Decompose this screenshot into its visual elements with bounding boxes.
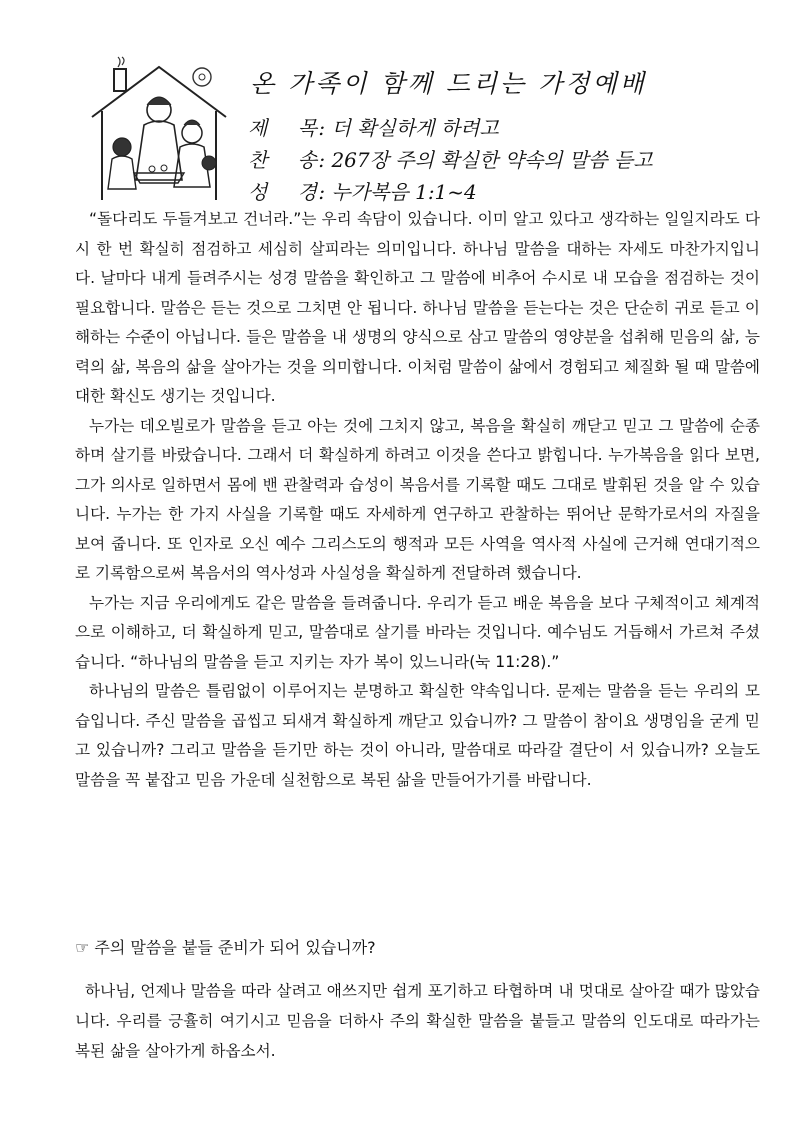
paragraph-2: 누가는 데오빌로가 말씀을 듣고 아는 것에 그치지 않고, 복음을 확실히 깨닫고 믿고 그 말씀에 순종하며 살기를 바랐습니다. 그래서 더 확실하게 하려고 이것을 쓴다고 밝힙니다. 누가복음을 읽다 보면, 그가 의사로 일하면서 몸에 밴 관찰력과 습성이 복음서를 기록할 때도 그대로 발휘된 것을 알 수 있습니다. 누가는 한 가지 사실을 기록할 때도 자세하게 연구하고 관찰하는 뛰어난 문학가로서의 자질을 보여 줍니다. 또 인자로 오신 예수 그리스도의 행적과 모든 사역을 역사적 사실에 근거해 연대기적으로 기록함으로써 복음서의 역사성과 사실성을 확실하게 전달하려 했습니다. <box>75 416 760 582</box>
subject-label: 제 목 <box>248 116 329 140</box>
paragraph-3: 누가는 지금 우리에게도 같은 말씀을 들려줍니다. 우리가 듣고 배운 복음을 보다 구체적이고 체계적으로 이해하고, 더 확실하게 믿고, 말씀대로 살기를 바라는 것입니다. 예수님도 거듭해서 가르쳐 주셨습니다. “하나님의 말씀을 듣고 지키는 자가 복이 있느니라(눅 11:28).” <box>75 593 760 671</box>
scripture-line <box>248 176 477 205</box>
reflection-question: ☞ 주의 말씀을 붙들 준비가 되어 있습니까? <box>75 938 376 957</box>
scripture-value: : 누가복음 1:1~4 <box>318 180 477 204</box>
hymn-value: : 267장 주의 확실한 약속의 말씀 듣고 <box>318 148 653 172</box>
hymn-label: 찬 송 <box>248 148 329 172</box>
hymn-line <box>248 144 653 173</box>
paragraph-1: “돌다리도 두들겨보고 건너라.”는 우리 속담이 있습니다. 이미 알고 있다고 생각하는 일일지라도 다시 한 번 확실히 점검하고 세심히 살피라는 의미입니다. 하나님 말씀을 대하는 자세도 마찬가지입니다. 날마다 내게 들려주시는 성경 말씀을 확인하고 그 말씀에 비추어 수시로 내 모습을 점검하는 것이 필요합니다. 말씀은 듣는 것으로 그치면 안 됩니다. 하나님 말씀을 듣는다는 것은 단순히 귀로 듣고 이해하는 수준이 아닙니다. 들은 말씀을 내 생명의 양식으로 삼고 말씀의 영양분을 섭취해 믿음의 삶, 능력의 삶, 복음의 삶을 살아가는 것을 의미합니다. 이처럼 말씀이 삶에서 경험되고 체질화 될 때 말씀에 대한 확신도 생기는 것입니다. <box>75 210 760 405</box>
page-title: 온 가족이 함께 드리는 가정예배 <box>250 69 647 98</box>
family-house-illustration-icon <box>84 55 234 205</box>
sermon-body <box>75 205 760 795</box>
paragraph-4: 하나님의 말씀은 틀림없이 이루어지는 분명하고 확실한 약속입니다. 문제는 말씀을 듣는 우리의 모습입니다. 주신 말씀을 곱씹고 되새겨 확실하게 깨닫고 있습니까? 그 말씀이 참이요 생명임을 굳게 믿고 있습니까? 그리고 말씀을 듣기만 하는 것이 아니라, 말씀대로 따라갈 결단이 서 있습니까? 오늘도 말씀을 꼭 붙잡고 믿음 가운데 실천함으로 복된 삶을 만들어가기를 바랍니다. <box>75 682 760 789</box>
subject-line <box>248 112 499 141</box>
closing-prayer: 하나님, 언제나 말씀을 따라 살려고 애쓰지만 쉽게 포기하고 타협하며 내 멋대로 살아갈 때가 많았습니다. 우리를 긍휼히 여기시고 믿음을 더하사 주의 확실한 말씀을 붙들고 말씀의 인도대로 따라가는 복된 삶을 살아가게 하옵소서. <box>75 982 760 1060</box>
scripture-label: 성 경 <box>248 180 329 204</box>
subject-value: : 더 확실하게 하려고 <box>318 116 499 140</box>
